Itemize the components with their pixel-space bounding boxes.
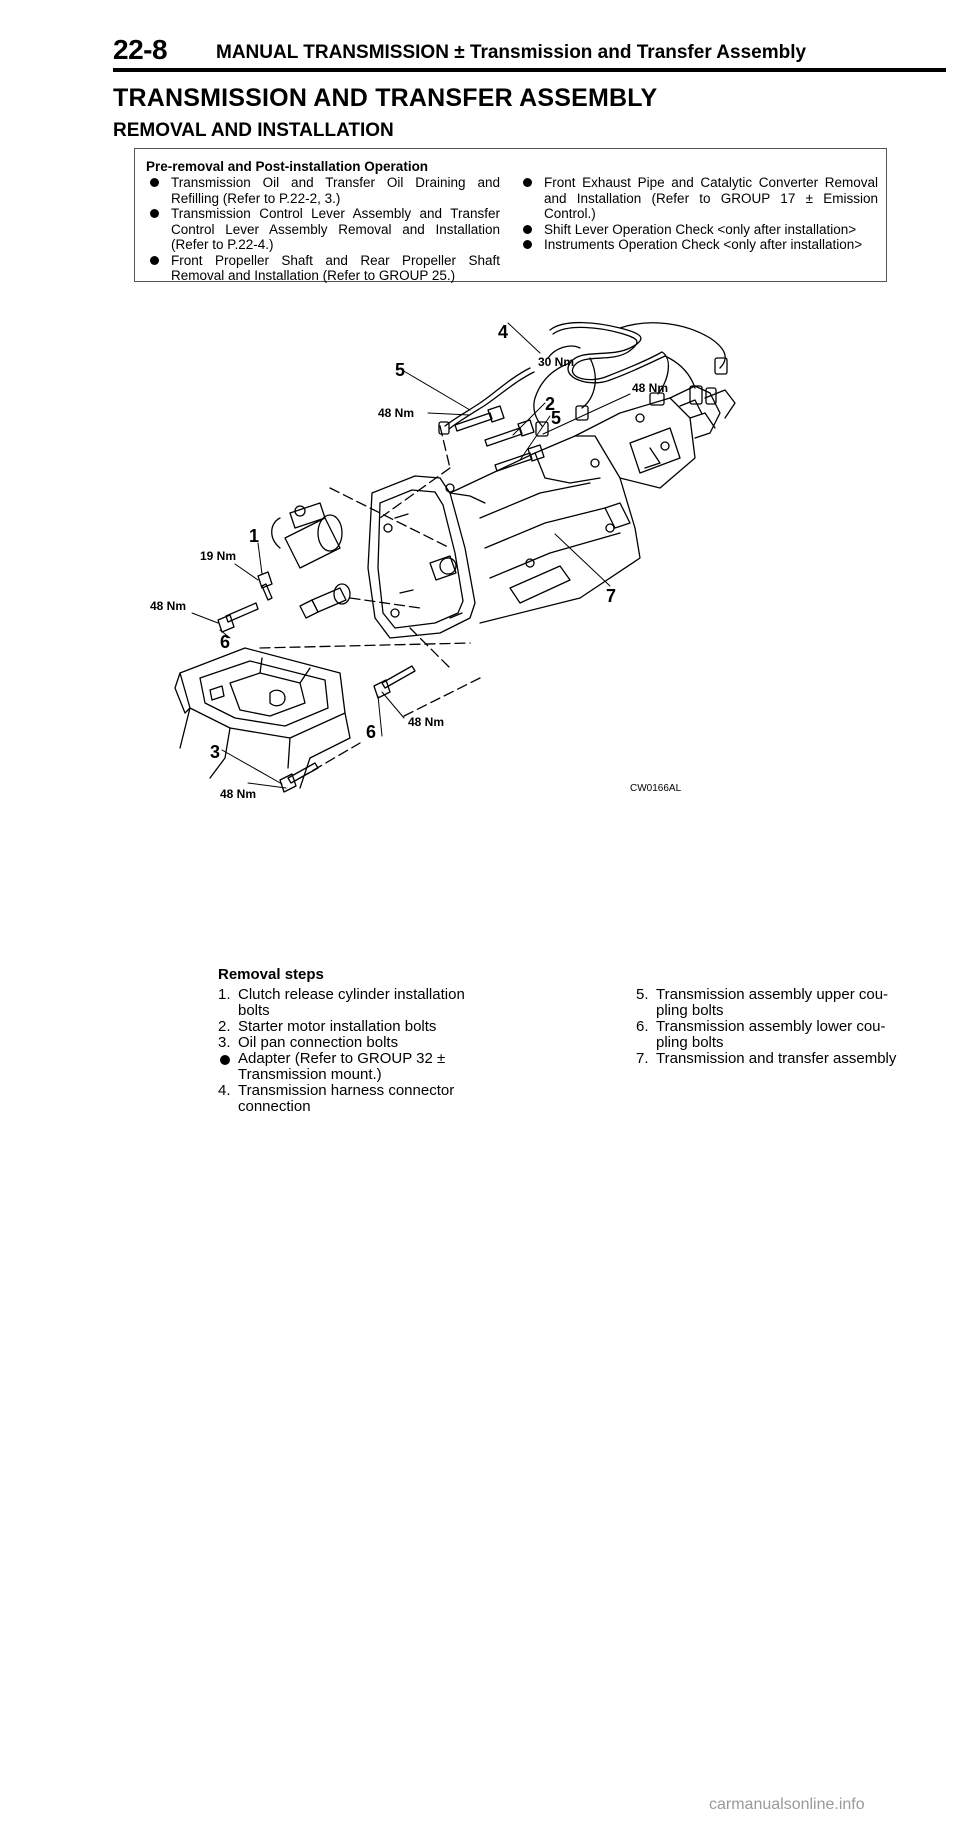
subsection-title: REMOVAL AND INSTALLATION: [113, 120, 394, 141]
step-number: 2.: [218, 1018, 231, 1035]
step-number: 1.: [218, 986, 231, 1003]
step-text: Transmission assembly lower cou-: [656, 1018, 886, 1035]
step-text: Transmission harness connector: [238, 1082, 455, 1099]
prereq-item-text: Front Exhaust Pipe and Catalytic Converter Removal and Installation (Refer to GROUP 17 ± Emission Control.): [544, 175, 878, 221]
watermark: carmanualsonline.info: [709, 1796, 865, 1813]
torque-label: 48 Nm: [632, 381, 669, 395]
torque-label: 48 Nm: [150, 599, 187, 613]
step-text: Transmission assembly upper cou-: [656, 986, 889, 1003]
step-text: Adapter (Refer to GROUP 32 ±: [238, 1050, 446, 1067]
callout-6-lower: 6: [366, 722, 377, 742]
callout-6-left: 6: [220, 632, 231, 652]
removal-steps-right: [636, 987, 926, 1067]
step-text: Oil pan connection bolts: [238, 1034, 399, 1051]
prereq-item: [523, 237, 878, 253]
step-text-cont: pling bolts: [656, 1034, 724, 1051]
header-title: MANUAL TRANSMISSION ± Transmission and Transfer Assembly: [216, 42, 807, 63]
removal-step: [218, 1019, 488, 1035]
callout-4: 4: [498, 322, 509, 342]
prereq-item: [150, 175, 500, 206]
step-number: 5.: [636, 986, 649, 1003]
removal-step: [218, 1083, 488, 1115]
callout-7: 7: [606, 586, 617, 606]
step-text: Starter motor installation bolts: [238, 1018, 437, 1035]
removal-steps-heading: Removal steps: [218, 966, 324, 983]
prereq-item-text: Instruments Operation Check <only after installation>: [544, 237, 863, 252]
torque-label: 48 Nm: [378, 406, 415, 420]
callout-2: 2: [545, 394, 556, 414]
step-number: 7.: [636, 1050, 649, 1067]
callout-5-right: 5: [551, 408, 562, 428]
bullet-icon: [150, 209, 159, 218]
torque-label: 30 Nm: [538, 355, 575, 369]
prereq-item-text: Transmission Oil and Transfer Oil Draining and Refilling (Refer to P.22-2, 3.): [171, 175, 500, 206]
torque-label: 48 Nm: [408, 715, 445, 729]
step-number: 4.: [218, 1082, 231, 1099]
prereq-item-text: Shift Lever Operation Check <only after installation>: [544, 221, 857, 237]
step-text-cont: connection: [238, 1098, 311, 1115]
bolt-6-lower: [374, 666, 415, 698]
torque-label: 48 Nm: [220, 787, 257, 801]
harness-illustration: [439, 323, 727, 436]
prereq-item-text: Front Propeller Shaft and Rear Propeller Shaft Removal and Installation (Refer to GROUP 25.): [171, 252, 500, 283]
removal-step: [218, 1035, 488, 1051]
figure-code: CW0166AL: [630, 783, 682, 794]
prereq-right-column: [523, 175, 878, 253]
removal-steps-left: [218, 987, 488, 1115]
prereq-item: [150, 206, 500, 253]
removal-step: [218, 987, 488, 1019]
step-text-cont: bolts: [238, 1002, 270, 1019]
section-title: TRANSMISSION AND TRANSFER ASSEMBLY: [113, 84, 658, 112]
bolt-6-left: [218, 603, 258, 632]
bullet-icon: [150, 178, 159, 187]
prereq-item: [150, 253, 500, 284]
callout-3: 3: [210, 742, 221, 762]
step-text: Clutch release cylinder installation: [238, 986, 465, 1003]
bullet-icon: [220, 1055, 230, 1065]
removal-step: [636, 1019, 926, 1051]
prereq-item: [523, 222, 878, 238]
bullet-icon: [523, 178, 532, 187]
prereq-item-text: Transmission Control Lever Assembly and Transfer Control Lever Assembly Removal and Installation (Refer to P.22-4.): [171, 206, 500, 252]
bullet-icon: [523, 240, 532, 249]
step-text: Transmission and transfer assembly: [656, 1050, 897, 1067]
prereq-heading: Pre-removal and Post-installation Operation: [146, 159, 429, 174]
callout-5-left: 5: [395, 360, 406, 380]
removal-step: [636, 1051, 926, 1067]
callout-1: 1: [249, 526, 260, 546]
prereq-left-column: [150, 175, 500, 284]
step-text-cont: pling bolts: [656, 1002, 724, 1019]
transmission-diagram: [150, 318, 810, 928]
torque-label: 19 Nm: [200, 549, 237, 563]
clutch-release-cylinder-illustration: [272, 503, 350, 618]
header-rule: [113, 68, 946, 72]
bullet-icon: [523, 225, 532, 234]
step-text-cont: Transmission mount.): [238, 1066, 382, 1083]
removal-step: [636, 987, 926, 1019]
prereq-item: [523, 175, 878, 222]
page-number: 22-8: [113, 34, 168, 65]
bolt-1: [258, 572, 272, 600]
oil-pan-illustration: [175, 648, 350, 788]
step-number: 6.: [636, 1018, 649, 1035]
bullet-icon: [150, 256, 159, 265]
step-number: 3.: [218, 1034, 231, 1051]
removal-step: [218, 1051, 488, 1083]
